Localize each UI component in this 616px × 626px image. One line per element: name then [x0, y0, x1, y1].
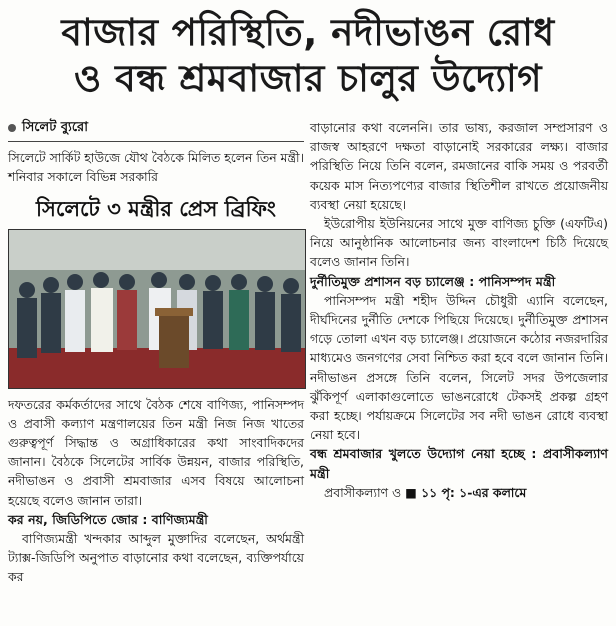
- continuation-note: ■ ১১ পৃ: ১-এর কলামে: [405, 484, 527, 500]
- byline-text: সিলেট ব্যুরো: [22, 120, 88, 135]
- right-paragraph-3: পানিসম্পদ মন্ত্রী শহীদ উদ্দিন চৌধুরী এ্যানি বলেছেন, দীর্ঘদিনের দুর্নীতি দেশকে পিছিয়ে দিয়েছে। দুর্নীতিমুক্ত প্রশাসন গড়ে তোলা এখন বড় চ্যালেঞ্জ। প্রয়োজনে কঠোর নজরদারির মাধ্যমেও জনগণের সেবা নিশ্চিত করা হবে বলে জানান তিনি। নদীভাঙন প্রসঙ্গে তিনি বলেন, সিলেট সদর উপজেলার ঝুঁকিপূর্ণ এলাকাগুলোতে ভাঙনরোধে টেকসই প্রকল্প গ্রহণ করা হচ্ছে। পর্যায়ক্রমে সিলেটের সব নদী ভাঙন রোধে ব্যবস্থা নেয়া হবে।: [310, 292, 608, 443]
- body-paragraph: দফতরের কর্মকর্তাদের সাথে বৈঠক শেষে বাণিজ্য, পানিসম্পদ ও প্রবাসী কল্যাণ মন্ত্রণালয়ের তিন মন্ত্রী নিজ নিজ খাতের গুরুত্বপূর্ণ সিদ্ধান্ত ও অগ্রাধিকারের কথা সাংবাদিকদের জানান। বৈঠকে সিলেটের সার্বিক উন্নয়ন, বাজার পরিস্থিতি, নদীভাঙন ও প্রবাসী শ্রমবাজার এসব বিষয়ে আলোচনা হয়েছে বলেও জানান তারা।: [8, 396, 304, 508]
- left-column: [8, 118, 304, 587]
- subheading-commerce: কর নয়, জিডিপিতে জোর : বাণিজ্যমন্ত্রী: [8, 511, 208, 527]
- photo-title: সিলেটে ৩ মন্ত্রীর প্রেস ব্রিফিং: [36, 196, 276, 221]
- right-paragraph-2: ইউরোপীয় ইউনিয়নের সাথে মুক্ত বাণিজ্য চুক্তি (এফটিএ) নিয়ে আনুষ্ঠানিক আলোচনার জন্য বাংলাদেশ চিঠি দিয়েছে বলেও জানান তিনি।: [310, 216, 608, 270]
- subheading-expat: বন্ধ শ্রমবাজার খুলতে উদ্যোগ নেয়া হচ্ছে : প্রবাসীকল্যাণ মন্ত্রী: [310, 446, 608, 481]
- press-briefing-photo-art: [9, 230, 305, 388]
- subheading-water: দুর্নীতিমুক্ত প্রশাসন বড় চ্যালেঞ্জ : পানিসম্পদ মন্ত্রী: [310, 273, 556, 289]
- right-paragraph-4-text: প্রবাসীকল্যাণ ও: [324, 484, 402, 500]
- body-paragraph-2: বাণিজ্যমন্ত্রী খন্দকার আব্দুল মুক্তাদির বলেছেন, অর্থমন্ত্রী ট্যাক্স-জিডিপি অনুপাত বাড়ানোর কথা বলেছেন, ব্যক্তিপর্যায়ে কর: [8, 531, 304, 585]
- bullet-icon: [8, 124, 16, 132]
- right-paragraph-4: [310, 483, 608, 502]
- headline-line-1: বাজার পরিস্থিতি, নদীভাঙন রোধ: [61, 11, 555, 54]
- byline: [8, 118, 304, 137]
- right-paragraph-1: বাড়ানোর কথা বলেননি। তার ভাষ্য, করজাল সম্প্রসারণ ও রাজস্ব আহরণে দক্ষতা বাড়ানোই সরকারের লক্ষ্য। বাজার পরিস্থিতি নিয়ে তিনি বলেন, রমজানের বাকি সময় ও পরবর্তী কয়েক মাস নিত্যপণ্যের বাজার স্থিতিশীল রাখতে প্রয়োজনীয় ব্যবস্থা নেয়া হয়েছে।: [310, 120, 608, 212]
- headline-line-2: ও বন্ধ শ্রমবাজার চালুর উদ্যোগ: [73, 57, 543, 100]
- divider: [8, 141, 304, 142]
- right-column: [310, 118, 608, 502]
- intro-paragraph: সিলেটে সার্কিট হাউজে যৌথ বৈঠকে মিলিত হলেন তিন মন্ত্রী। শনিবার সকালে বিভিন্ন সরকারি: [8, 150, 304, 185]
- press-briefing-photo: [8, 229, 306, 389]
